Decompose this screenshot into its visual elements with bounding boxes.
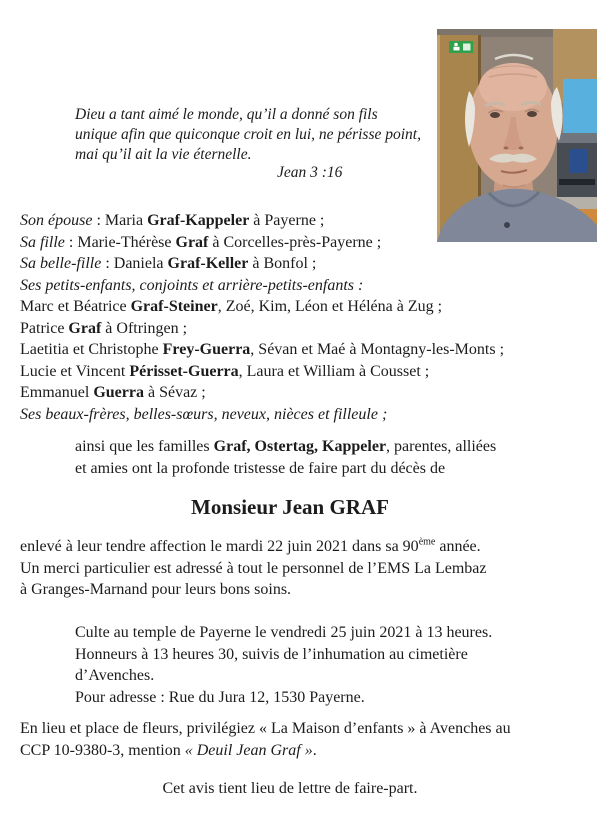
blue-wall-panel [563, 79, 597, 137]
funeral-details [75, 622, 492, 708]
text-line: à Granges-Marnand pour leurs bons soins. [20, 581, 292, 598]
text-line: Laetitia et Christophe Frey-Guerra, Sévan et Maé à Montagny-les-Monts ; [20, 341, 505, 358]
text-line: Patrice Graf à Oftringen ; [20, 319, 188, 337]
text-line: CCP 10-9380-3, mention « Deuil Jean Graf ». [20, 741, 317, 759]
shirt-button [504, 222, 510, 228]
text-line: Ses petits-enfants, conjoints et arrière-petits-enfants : [20, 276, 364, 294]
eye-left [490, 112, 500, 118]
text-line: Pour adresse : Rue du Jura 12, 1530 Payerne. [75, 688, 365, 706]
family-list [20, 210, 504, 425]
text-line: Marc et Béatrice Graf-Steiner, Zoé, Kim, Léon et Héléna à Zug ; [20, 298, 443, 315]
text-line: mai qu’il ait la vie éternelle. [75, 146, 252, 163]
text-line: En lieu et place de fleurs, privilégiez « La Maison d’enfants » à Avenches au [20, 720, 511, 737]
text-line: Son épouse : Maria Graf-Kappeler à Payerne ; [20, 212, 325, 229]
text-line: Emmanuel Guerra à Sévaz ; [20, 384, 206, 401]
announcement-text [75, 436, 496, 479]
text-line: Un merci particulier est adressé à tout le personnel de l’EMS La Lembaz [20, 559, 487, 577]
text-line: ainsi que les familles Graf, Ostertag, Kappeler, parentes, alliées [75, 438, 497, 455]
text-line: Honneurs à 13 heures 30, suivis de l’inhumation au cimetière [75, 645, 468, 663]
exit-sign-icon [449, 41, 473, 53]
closing-line: Cet avis tient lieu de lettre de faire-part. [162, 780, 418, 797]
text-line: Culte au temple de Payerne le vendredi 25 juin 2021 à 13 heures. [75, 624, 493, 641]
text-line: Sa belle-fille : Daniela Graf-Keller à Bonfol ; [20, 255, 317, 272]
deceased-name: Monsieur Jean GRAF [191, 495, 389, 519]
death-details [20, 536, 487, 601]
text-line: enlevé à leur tendre affection le mardi 22 juin 2021 dans sa 90ème année. [20, 536, 481, 555]
text-line: unique afin que quiconque croit en lui, ne périsse point, [75, 126, 421, 143]
bible-verse-reference: Jean 3 :16 [277, 164, 343, 181]
text-line: et amies ont la profonde tristesse de faire part du décès de [75, 459, 446, 477]
bible-verse [75, 105, 421, 165]
text-line: Dieu a tant aimé le monde, qu’il a donné son fils [75, 106, 378, 123]
appliance [557, 133, 597, 201]
text-line: Ses beaux-frères, belles-sœurs, neveux, nièces et filleule ; [20, 405, 388, 423]
text-line: Sa fille : Marie-Thérèse Graf à Corcelles-près-Payerne ; [20, 233, 382, 251]
text-line: Lucie et Vincent Périsset-Guerra, Laura et William à Cousset ; [20, 362, 430, 380]
text-line: d’Avenches. [75, 667, 155, 684]
eye-right [527, 111, 537, 117]
donation-details [20, 718, 511, 761]
